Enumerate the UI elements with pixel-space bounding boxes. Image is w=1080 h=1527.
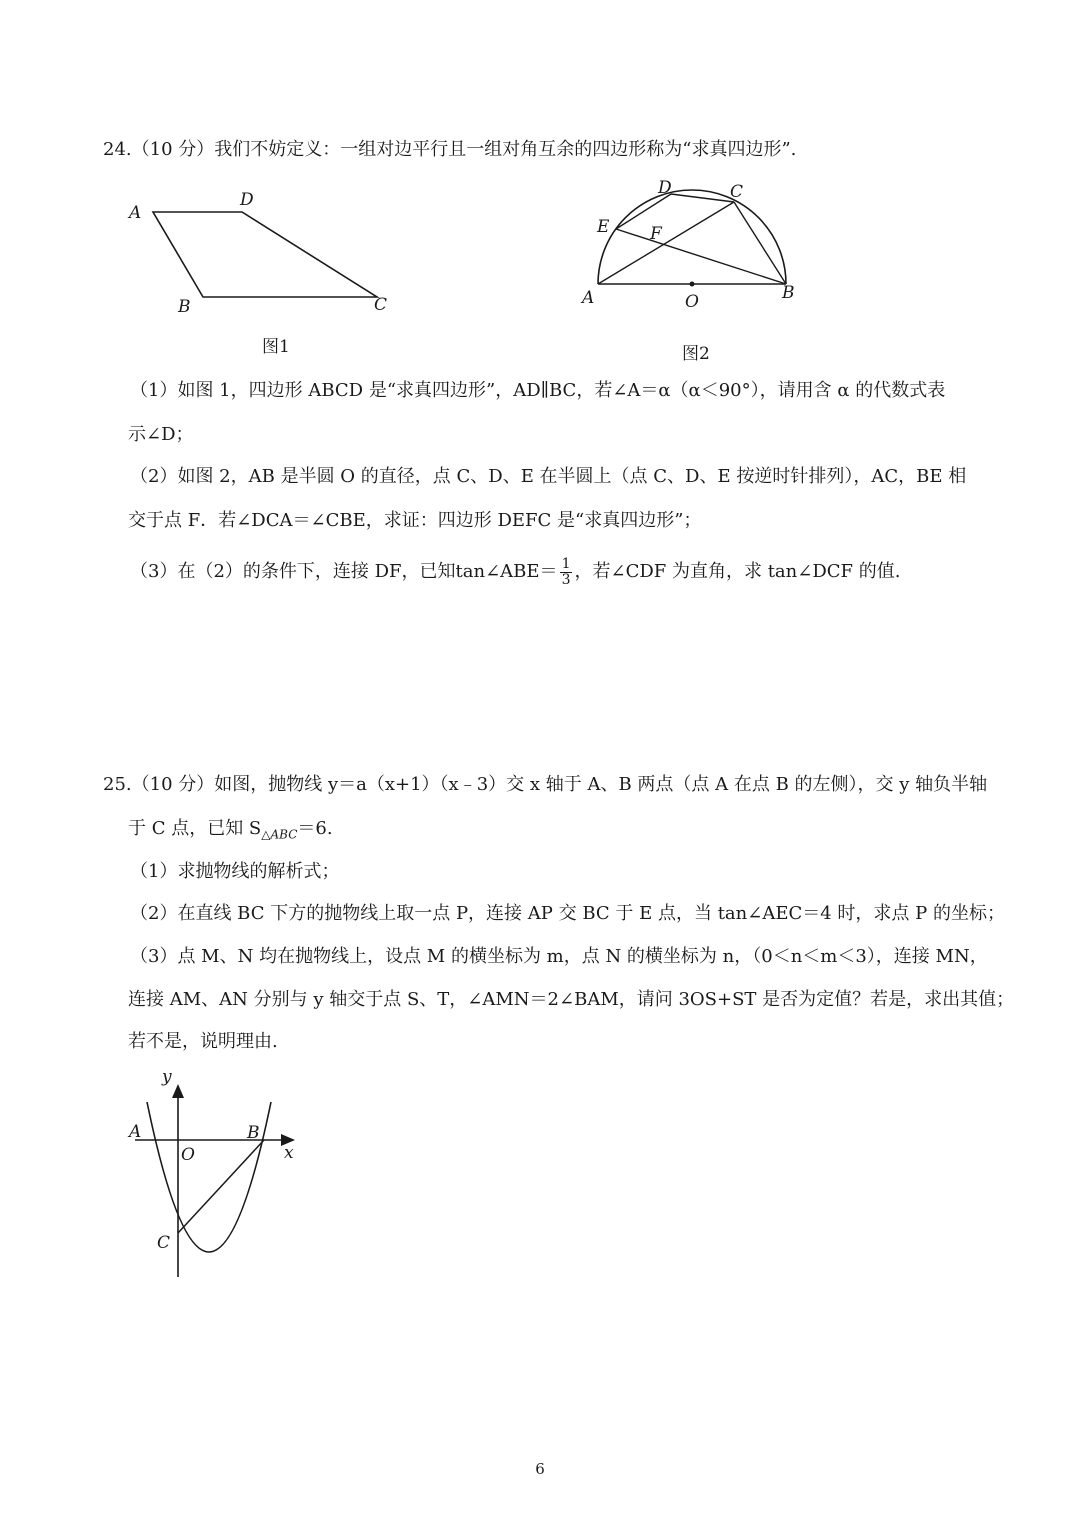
q25-header-line2	[128, 817, 333, 847]
triangle-abc-subscript: △ABC	[261, 827, 298, 842]
q24-part3-before: （3）在（2）的条件下，连接 DF，已知tan∠ABE＝	[130, 561, 558, 582]
y-axis-arrow	[172, 1084, 184, 1098]
figure-2	[570, 170, 810, 320]
label-x: x	[284, 1143, 294, 1163]
label-F: F	[650, 224, 662, 244]
label-C: C	[157, 1233, 171, 1253]
q24-part2-line1: （2）如图 2，AB 是半圆 O 的直径，点 C、D、E 在半圆上（点 C、D、E 按逆时针排列），AC，BE 相	[130, 466, 967, 487]
q25-part3-line1: （3）点 M、N 均在抛物线上，设点 M 的横坐标为 m，点 N 的横坐标为 n，（0＜n＜m＜3），连接 MN，	[130, 946, 988, 967]
chord-ed	[616, 194, 671, 229]
q24-part3-after: ，若∠CDF 为直角，求 tan∠DCF 的值.	[574, 561, 901, 582]
page-number: 6	[535, 1460, 545, 1478]
quadrilateral-abcd	[153, 212, 377, 297]
q25-part2: （2）在直线 BC 下方的抛物线上取一点 P，连接 AP 交 BC 于 E 点，当 tan∠AEC＝4 时，求点 P 的坐标；	[130, 903, 1005, 924]
q24-part1-line1: （1）如图 1，四边形 ABCD 是“求真四边形”，AD∥BC，若∠A＝α（α＜90°），请用含 α 的代数式表	[130, 380, 946, 401]
q25-part3-line2: 连接 AM、AN 分别与 y 轴交于点 S、T，∠AMN＝2∠BAM，请问 3OS+ST 是否为定值？若是，求出其值；	[128, 989, 1015, 1010]
chord-cb	[734, 202, 786, 284]
label-C: C	[730, 182, 744, 202]
label-A: A	[129, 203, 142, 223]
parabola-graph	[125, 1062, 315, 1287]
q24-part2-line2: 交于点 F．若∠DCA＝∠CBE，求证：四边形 DEFC 是“求真四边形”；	[128, 510, 702, 531]
label-A: A	[582, 288, 595, 308]
q24-part1-line2: 示∠D；	[128, 424, 194, 445]
q24-part3	[130, 556, 900, 588]
label-y: y	[162, 1067, 172, 1087]
label-B: B	[782, 283, 795, 303]
label-O: O	[685, 292, 699, 312]
center-point-o	[690, 282, 695, 287]
q25-header-line1: 25.（10 分）如图，抛物线 y＝a（x+1）（x﹣3）交 x 轴于 A、B 两点（点 A 在点 B 的左侧），交 y 轴负半轴	[103, 774, 988, 795]
q24-header: 24.（10 分）我们不妨定义：一组对边平行且一组对角互余的四边形称为“求真四边形”.	[103, 139, 797, 160]
figure-1-caption: 图1	[262, 337, 290, 357]
figure-1	[120, 180, 420, 330]
label-D: D	[658, 178, 672, 198]
chord-be	[616, 229, 786, 284]
fraction-denominator: 3	[561, 571, 571, 588]
label-O: O	[181, 1145, 195, 1165]
semicircle-arc	[598, 190, 786, 284]
label-A: A	[129, 1122, 142, 1142]
label-C: C	[374, 295, 388, 315]
label-D: D	[240, 190, 254, 210]
chord-ac	[598, 202, 734, 284]
q25-part1: （1）求抛物线的解析式；	[130, 861, 340, 882]
q25-header-line2-before: 于 C 点，已知 S	[128, 818, 262, 839]
figure-2-caption: 图2	[682, 344, 710, 364]
fraction-numerator: 1	[561, 555, 571, 572]
fraction-one-third	[560, 557, 573, 588]
label-E: E	[597, 217, 610, 237]
q25-part3-line3: 若不是，说明理由.	[128, 1031, 278, 1052]
label-B: B	[178, 297, 191, 317]
label-B: B	[247, 1123, 260, 1143]
q25-header-line2-after: ＝6.	[297, 818, 333, 839]
